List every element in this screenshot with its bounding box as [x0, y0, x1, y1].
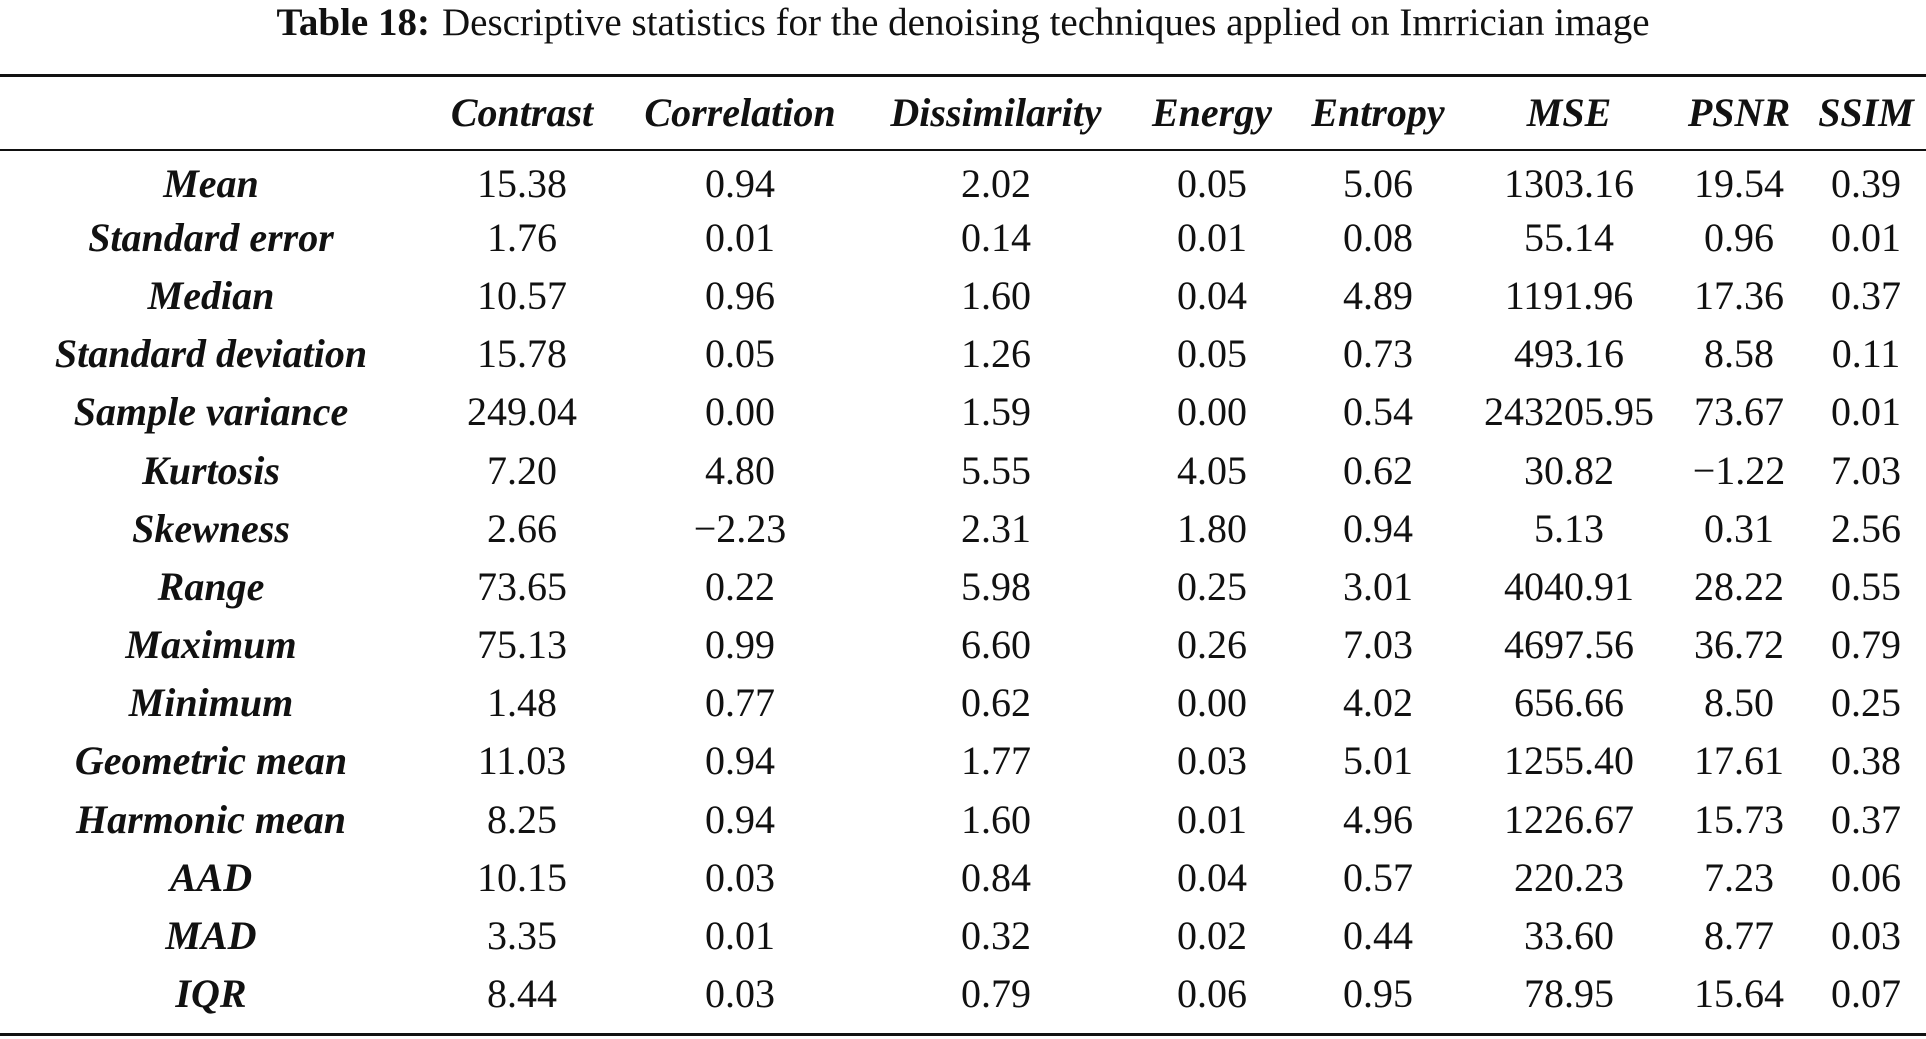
table-row — [0, 266, 1926, 324]
table-row — [0, 965, 1926, 1023]
table-cell: 1.76 — [487, 214, 557, 260]
table-cell: 1.77 — [961, 738, 1031, 784]
table-cell: 5.13 — [1534, 505, 1604, 551]
table-cell: 656.66 — [1514, 680, 1624, 726]
table-cell: 36.72 — [1694, 622, 1784, 668]
table-row — [0, 557, 1926, 615]
table-cell: 5.01 — [1343, 738, 1413, 784]
table-cell: 0.79 — [961, 971, 1031, 1017]
table-cell: 8.25 — [487, 796, 557, 842]
table-cell: 5.06 — [1343, 160, 1413, 206]
row-label: Minimum — [128, 680, 294, 726]
table-cell: 0.03 — [1831, 913, 1901, 959]
table-cell: 0.57 — [1343, 854, 1413, 900]
table-cell: 0.38 — [1831, 738, 1901, 784]
table-cell: 0.04 — [1177, 854, 1247, 900]
row-label: Range — [157, 563, 265, 609]
table-caption-label: Table 18: — [276, 1, 430, 44]
table-cell: 73.67 — [1694, 389, 1784, 435]
table-cell: 0.39 — [1831, 160, 1901, 206]
table-cell: 0.55 — [1831, 563, 1901, 609]
column-header-mse: MSE — [1526, 89, 1612, 135]
table-row — [0, 325, 1926, 383]
table-cell: 2.56 — [1831, 505, 1901, 551]
table-cell: 0.95 — [1343, 971, 1413, 1017]
table-cell: 7.03 — [1831, 447, 1901, 493]
row-label: Maximum — [125, 622, 297, 668]
table-top-rule — [0, 74, 1926, 77]
table-cell: 4.80 — [705, 447, 775, 493]
table-header-rule — [0, 149, 1926, 151]
table-cell: 0.62 — [961, 680, 1031, 726]
table-cell: 0.37 — [1831, 796, 1901, 842]
table-cell: 17.61 — [1694, 738, 1784, 784]
table-cell: 5.55 — [961, 447, 1031, 493]
table-cell: 0.94 — [705, 160, 775, 206]
table-cell: 0.94 — [705, 738, 775, 784]
table-cell: 75.13 — [477, 622, 567, 668]
table-cell: 0.25 — [1831, 680, 1901, 726]
table-cell: 0.06 — [1177, 971, 1247, 1017]
table-row — [0, 616, 1926, 674]
table-cell: 0.01 — [705, 913, 775, 959]
row-label: Skewness — [132, 505, 290, 551]
table-row — [0, 150, 1926, 208]
table-cell: 15.38 — [477, 160, 567, 206]
table-cell: 17.36 — [1694, 272, 1784, 318]
column-header-psnr: PSNR — [1687, 89, 1791, 135]
table-cell: 0.03 — [705, 854, 775, 900]
table-cell: 0.05 — [705, 331, 775, 377]
row-label: AAD — [169, 854, 253, 900]
table-cell: 1191.96 — [1504, 272, 1634, 318]
table-cell: 5.98 — [961, 563, 1031, 609]
table-caption-text: Descriptive statistics for the denoising techniques applied on Imrrician image — [441, 1, 1650, 44]
table-cell: 0.14 — [961, 214, 1031, 260]
table-cell: 15.64 — [1694, 971, 1784, 1017]
table-cell: 0.96 — [705, 272, 775, 318]
table-cell: 1303.16 — [1504, 160, 1634, 206]
table-cell: 0.04 — [1177, 272, 1247, 318]
table-row — [0, 790, 1926, 848]
table-cell: 0.01 — [705, 214, 775, 260]
table-cell: 0.37 — [1831, 272, 1901, 318]
table-cell: 11.03 — [477, 738, 567, 784]
header-corner — [0, 74, 422, 150]
table-cell: 0.08 — [1343, 214, 1413, 260]
table-body — [0, 150, 1926, 1023]
table-cell: 0.00 — [705, 389, 775, 435]
column-header-energy: Energy — [1152, 89, 1272, 135]
table-cell: 2.02 — [961, 160, 1031, 206]
table-cell: 55.14 — [1524, 214, 1614, 260]
table-caption — [0, 0, 1926, 46]
table-cell: 0.00 — [1177, 389, 1247, 435]
table-cell: 4.02 — [1343, 680, 1413, 726]
table-cell: 10.15 — [477, 854, 567, 900]
table-row — [0, 383, 1926, 441]
table-cell: 2.66 — [487, 505, 557, 551]
table-cell: 0.05 — [1177, 160, 1247, 206]
table-cell: 19.54 — [1694, 160, 1784, 206]
table-cell: 0.44 — [1343, 913, 1413, 959]
table-row — [0, 732, 1926, 790]
table-cell: 0.54 — [1343, 389, 1413, 435]
table-cell: 0.26 — [1177, 622, 1247, 668]
table-cell: 0.62 — [1343, 447, 1413, 493]
column-header-entropy: Entropy — [1311, 89, 1445, 135]
row-label: IQR — [175, 971, 247, 1017]
table-cell: 8.77 — [1704, 913, 1774, 959]
table-cell: 6.60 — [961, 622, 1031, 668]
table-cell: −1.22 — [1692, 447, 1786, 493]
row-label: Standard error — [88, 214, 334, 260]
table-cell: 15.78 — [477, 331, 567, 377]
column-header-ssim: SSIM — [1818, 89, 1914, 135]
table-cell: 8.58 — [1704, 331, 1774, 377]
table-cell: 1.60 — [961, 796, 1031, 842]
column-header-correlation: Correlation — [644, 89, 836, 135]
table-cell: 493.16 — [1514, 331, 1624, 377]
table-cell: 78.95 — [1524, 971, 1614, 1017]
table-row — [0, 906, 1926, 964]
table-cell: 0.01 — [1177, 796, 1247, 842]
table-cell: 1.60 — [961, 272, 1031, 318]
table-cell: 2.31 — [961, 505, 1031, 551]
table-cell: 28.22 — [1694, 563, 1784, 609]
table-cell: 0.77 — [705, 680, 775, 726]
table-cell: 0.07 — [1831, 971, 1901, 1017]
table-cell: 0.00 — [1177, 680, 1247, 726]
column-header-dissimilarity: Dissimilarity — [890, 89, 1102, 135]
table-cell: 10.57 — [477, 272, 567, 318]
table-cell: 4.05 — [1177, 447, 1247, 493]
table-cell: 0.05 — [1177, 331, 1247, 377]
table-cell: 3.35 — [487, 913, 557, 959]
row-label: Harmonic mean — [75, 796, 347, 842]
row-label: Kurtosis — [142, 447, 280, 493]
table-row — [0, 674, 1926, 732]
table-cell: 0.31 — [1704, 505, 1774, 551]
table-cell: 0.03 — [1177, 738, 1247, 784]
table-row — [0, 499, 1926, 557]
row-label: Geometric mean — [74, 738, 348, 784]
table-cell: 0.94 — [705, 796, 775, 842]
row-label: MAD — [165, 913, 257, 959]
table-cell: 0.73 — [1343, 331, 1413, 377]
table-cell: 0.94 — [1343, 505, 1413, 551]
table-cell: 33.60 — [1524, 913, 1614, 959]
table-cell: 15.73 — [1694, 796, 1784, 842]
table-cell: 0.01 — [1831, 214, 1901, 260]
row-label: Standard deviation — [54, 331, 368, 377]
table-cell: 7.03 — [1343, 622, 1413, 668]
table-cell: 0.02 — [1177, 913, 1247, 959]
table-cell: 3.01 — [1343, 563, 1413, 609]
table-cell: 0.96 — [1704, 214, 1774, 260]
table-cell: 220.23 — [1514, 854, 1624, 900]
table-cell: 0.06 — [1831, 854, 1901, 900]
table-cell: 0.79 — [1831, 622, 1901, 668]
table-cell: 0.99 — [705, 622, 775, 668]
table-cell: 0.01 — [1831, 389, 1901, 435]
table-cell: −2.23 — [693, 505, 787, 551]
table-cell: 73.65 — [477, 563, 567, 609]
table-row — [0, 208, 1926, 266]
table-cell: 249.04 — [467, 389, 577, 435]
row-label: Mean — [163, 160, 259, 206]
row-label: Median — [147, 272, 275, 318]
table-cell: 1.48 — [487, 680, 557, 726]
table-cell: 7.20 — [487, 447, 557, 493]
table-row — [0, 441, 1926, 499]
table-bottom-rule — [0, 1033, 1926, 1036]
table-cell: 0.32 — [961, 913, 1031, 959]
table-cell: 4.89 — [1343, 272, 1413, 318]
table-cell: 1255.40 — [1504, 738, 1634, 784]
table-header-row — [0, 74, 1926, 150]
table-cell: 8.44 — [487, 971, 557, 1017]
table-cell: 0.84 — [961, 854, 1031, 900]
table-cell: 0.22 — [705, 563, 775, 609]
row-label: Sample variance — [73, 389, 349, 435]
table-row — [0, 848, 1926, 906]
descriptive-statistics-table — [0, 74, 1926, 1023]
table-cell: 8.50 — [1704, 680, 1774, 726]
table-cell: 1.80 — [1177, 505, 1247, 551]
table-cell: 0.01 — [1177, 214, 1247, 260]
table-cell: 1.26 — [961, 331, 1031, 377]
table-cell: 4697.56 — [1504, 622, 1634, 668]
column-header-contrast: Contrast — [450, 89, 594, 135]
table-cell: 7.23 — [1704, 854, 1774, 900]
table-cell: 0.25 — [1177, 563, 1247, 609]
table-cell: 1226.67 — [1504, 796, 1634, 842]
table-cell: 0.11 — [1831, 331, 1901, 377]
table-cell: 1.59 — [961, 389, 1031, 435]
table-cell: 243205.95 — [1484, 389, 1654, 435]
table-cell: 4040.91 — [1504, 563, 1634, 609]
table-cell: 30.82 — [1524, 447, 1614, 493]
table-cell: 0.03 — [705, 971, 775, 1017]
table-cell: 4.96 — [1343, 796, 1413, 842]
